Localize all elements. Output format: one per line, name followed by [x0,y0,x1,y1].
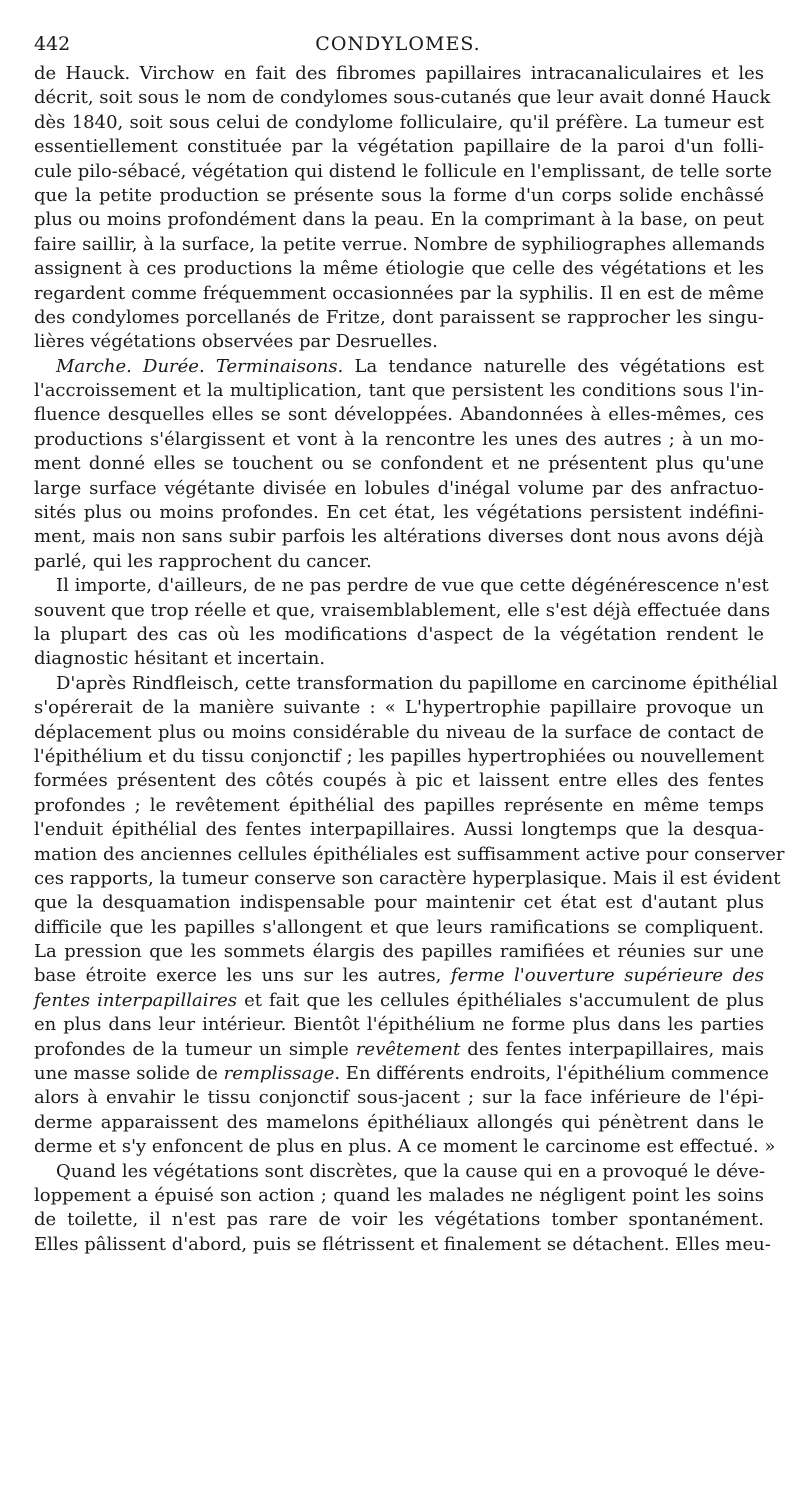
italic-text-run: revêtement [355,1038,461,1060]
text-line: des condylomes porcellanés de Fritze, dont paraissent se rapprocher les singu- [34,306,764,328]
text-line: Quand les végétations sont discrètes, que la cause qui en a provoqué le déve- [56,1160,766,1182]
text-line: faire saillir, à la surface, la petite verrue. Nombre de syphiliographes allemands [34,233,765,255]
text-line: fluence desquelles elles se sont développées. Abandonnées à elles-mêmes, ces [34,404,764,426]
text-run: des fentes interpapillaires, mais [467,1038,764,1060]
text-line: que la petite production se présente sous la forme d'un corps solide enchâssé [34,184,764,206]
text-line: de Hauck. Virchow en fait des fibromes papillaires intracanaliculaires et les [34,63,764,84]
body-text [34,62,785,1257]
text-line: derme apparaissent des mamelons épithéliaux allongés qui pénètrent dans le [34,1111,764,1133]
text-line: souvent que trop réelle et que, vraisemblablement, elle s'est déjà effectuée dans [34,599,771,621]
italic-text-run: remplissage [223,1063,335,1085]
text-line [34,989,764,1013]
text-line: formées présentent des côtés coupés à pic et laissent entre elles des fentes [34,770,764,792]
text-line: plus ou moins profondément dans la peau. En la comprimant à la base, on peut [34,209,764,231]
text-line [34,964,764,988]
text-line: Il importe, d'ailleurs, de ne pas perdre de vue que cette dégénérescence n'est [56,575,769,597]
text-line: alors à envahir le tissu conjonctif sous-jacent ; sur la face inférieure de l'épi- [34,1087,764,1109]
text-line: ment donné elles se touchent ou se confondent et ne présentent plus qu'une [34,453,764,475]
text-line: lières végétations observées par Desruelles. [34,331,438,353]
text-line: ment, mais non sans subir parfois les altérations diverses dont nous avons déjà [34,526,764,548]
italic-text-run: ferme l'ouverture supérieure des [450,965,764,987]
text-run: La tendance naturelle des végétations est [354,355,764,377]
text-run: une masse solide de [34,1063,218,1085]
paragraph [34,574,771,672]
section-heading: Marche. Durée. Terminaisons. [56,355,344,377]
text-line: en plus dans leur intérieur. Bientôt l'épithélium ne forme plus dans les parties [34,1014,764,1036]
text-line: profondes ; le revêtement épithélial des papilles représente en même temps [34,794,764,816]
text-line: La pression que les sommets élargis des papilles ramifiées et réunies sur une [34,941,764,963]
text-run: profondes de la tumeur un simple [34,1038,349,1060]
text-line: l'accroissement et la multiplication, tant que persistent les conditions sous l'in- [34,380,764,402]
text-line: s'opérerait de la manière suivante : « L'hypertrophie papillaire provoque un [34,697,764,719]
text-line: cule pilo-sébacé, végétation qui distend le follicule en l'emplissant, de telle sorte [34,160,772,182]
text-line: large surface végétante divisée en lobules d'inégal volume par des anfractuo- [34,477,764,499]
text-line: de toilette, il n'est pas rare de voir les végétations tomber spontanément. [34,1209,764,1231]
text-line [34,1062,769,1086]
paragraph [34,1160,771,1258]
text-run: base étroite exerce les uns sur les autres, [34,965,442,987]
running-title: CONDYLOMES. [315,33,481,55]
text-line: difficile que les papilles s'allongent et que leurs ramifications se compliquent. [34,916,764,938]
text-line: Elles pâlissent d'abord, puis se flétrissent et finalement se détachent. Elles meu- [34,1233,771,1255]
text-line: décrit, soit sous le nom de condylomes sous-cutanés que leur avait donné Hauck [34,87,771,109]
text-line: déplacement plus ou moins considérable du niveau de la surface de contact de [34,721,764,743]
paragraph [34,62,772,355]
text-line [34,1038,764,1062]
text-line: l'épithélium et du tissu conjonctif ; les papilles hypertrophiées ou nouvellement [34,745,764,767]
paragraph [34,355,764,575]
text-line: dès 1840, soit sous celui de condylome folliculaire, qu'il préfère. La tumeur est [34,111,764,133]
text-line: la plupart des cas où les modifications d'aspect de la végétation rendent le [34,623,764,645]
text-line: regardent comme fréquemment occasionnées par la syphilis. Il en est de même [34,282,764,304]
text-line: sités plus ou moins profondes. En cet état, les végétations persistent indéfini- [34,502,764,524]
text-line: ces rapports, la tumeur conserve son caractère hyperplasique. Mais il est évident [34,867,781,889]
text-line [34,355,764,379]
text-line: que la desquamation indispensable pour maintenir cet état est d'autant plus [34,892,764,914]
running-head [34,31,762,57]
text-line: derme et s'y enfoncent de plus en plus. A ce moment le carcinome est effectué. » [34,1136,776,1158]
text-line: productions s'élargissent et vont à la rencontre les unes des autres ; à un mo- [34,428,764,450]
page-specks-decoration [150,1460,650,1466]
text-line: D'après Rindfleisch, cette transformation du papillome en carcinome épithélial [56,672,778,694]
text-line: l'enduit épithélial des fentes interpapillaires. Aussi longtemps que la desqua- [34,819,764,841]
text-line: diagnostic hésitant et incertain. [34,648,326,670]
text-line: assignent à ces productions la même étiologie que celle des végétations et les [34,258,764,280]
text-line: mation des anciennes cellules épithéliales est suffisamment active pour conserver [34,843,785,865]
text-line: loppement a épuisé son action ; quand les malades ne négligent point les soins [34,1184,764,1206]
page-number: 442 [34,33,71,55]
text-run: et fait que les cellules épithéliales s'accumulent de plus [244,989,764,1011]
italic-text-run: fentes interpapillaires [34,989,237,1011]
text-line: parlé, qui les rapprochent du cancer. [34,550,372,572]
paragraph [34,672,785,1160]
text-run: . En différents endroits, l'épithélium commence [334,1063,769,1085]
text-line: essentiellement constituée par la végétation papillaire de la paroi d'un folli- [34,136,764,158]
